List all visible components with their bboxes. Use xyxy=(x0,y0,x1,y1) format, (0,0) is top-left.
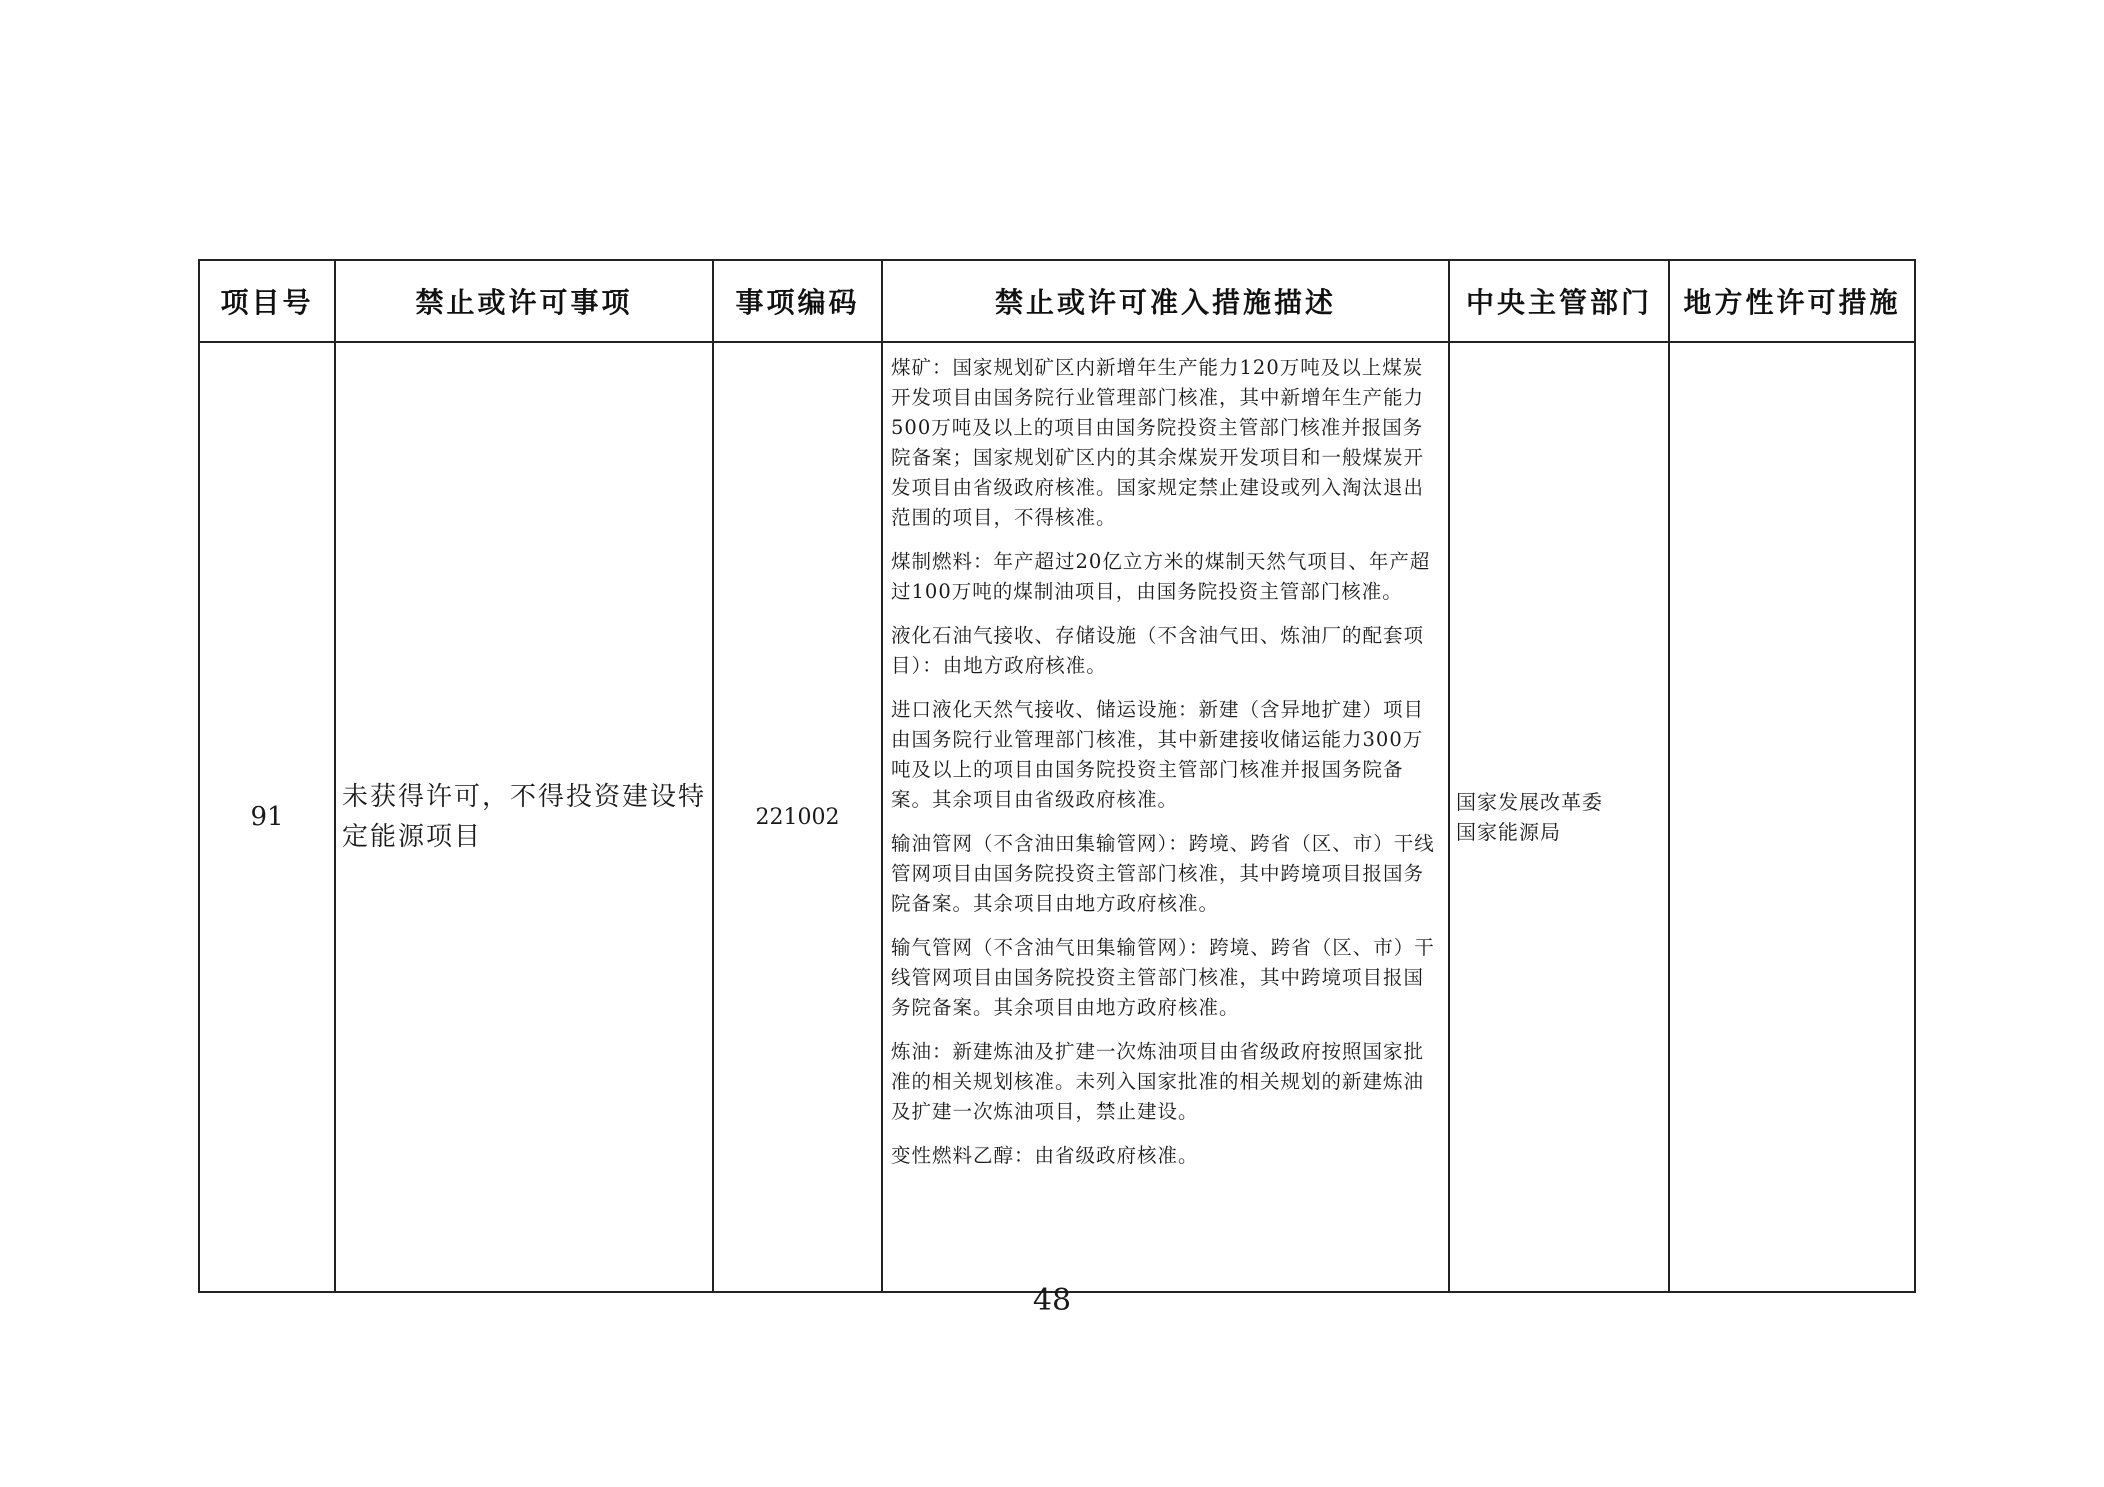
description-paragraph-lng: 进口液化天然气接收、储运设施：新建（含异地扩建）项目由国务院行业管理部门核准，其中新建接收储运能力300万吨及以上的项目由国务院投资主管部门核准并报国务院备案。其余项目由省级政府核准。 xyxy=(891,698,1425,811)
permit-item-cell: 未获得许可，不得投资建设特定能源项目 xyxy=(335,342,713,1292)
description-paragraph-coal-fuel: 煤制燃料：年产超过20亿立方米的煤制天然气项目、年产超过100万吨的煤制油项目，由国务院投资主管部门核准。 xyxy=(891,550,1431,603)
local-measures-cell xyxy=(1669,342,1915,1292)
description-paragraph-refinery: 炼油：新建炼油及扩建一次炼油项目由省级政府按照国家批准的相关规划核准。未列入国家批准的相关规划的新建炼油及扩建一次炼油项目，禁止建设。 xyxy=(891,1040,1425,1123)
page-number: 48 xyxy=(1032,1283,1072,1318)
header-permit-item: 禁止或许可事项 xyxy=(335,260,713,342)
description-paragraph-ethanol: 变性燃料乙醇：由省级政府核准。 xyxy=(891,1144,1199,1167)
description-paragraph-lpg: 液化石油气接收、存储设施（不含油气田、炼油厂的配套项目）：由地方政府核准。 xyxy=(891,624,1425,677)
department-ndrc: 国家发展改革委 xyxy=(1456,790,1603,814)
description-paragraph-oil-pipeline: 输油管网（不含油田集输管网）：跨境、跨省（区、市）干线管网项目由国务院投资主管部门核准，其中跨境项目报国务院备案。其余项目由地方政府核准。 xyxy=(891,832,1435,915)
header-project-number: 项目号 xyxy=(199,260,335,342)
description-paragraph-coal-mine: 煤矿：国家规划矿区内新增年生产能力120万吨及以上煤炭开发项目由国务院行业管理部门核准，其中新增年生产能力500万吨及以上的项目由国务院投资主管部门核准并报国务院备案；国家规划矿区内的其余煤炭开发项目和一般煤炭开发项目由省级政府核准。国家规定禁止建设或列入淘汰退出范围的项目，不得核准。 xyxy=(891,356,1425,529)
measure-description-cell xyxy=(882,342,1449,1292)
item-code-cell: 221002 xyxy=(713,342,882,1292)
table-header-row xyxy=(199,260,1915,342)
header-measure-description: 禁止或许可准入措施描述 xyxy=(882,260,1449,342)
permit-table xyxy=(198,259,1916,1293)
header-central-department: 中央主管部门 xyxy=(1449,260,1669,342)
header-local-measures: 地方性许可措施 xyxy=(1669,260,1915,342)
table-row xyxy=(199,342,1915,1292)
project-number-cell: 91 xyxy=(199,342,335,1292)
description-paragraph-gas-pipeline: 输气管网（不含油气田集输管网）：跨境、跨省（区、市）干线管网项目由国务院投资主管部门核准，其中跨境项目报国务院备案。其余项目由地方政府核准。 xyxy=(891,936,1435,1019)
central-department-cell xyxy=(1449,342,1669,1292)
header-item-code: 事项编码 xyxy=(713,260,882,342)
department-nea: 国家能源局 xyxy=(1456,820,1561,844)
